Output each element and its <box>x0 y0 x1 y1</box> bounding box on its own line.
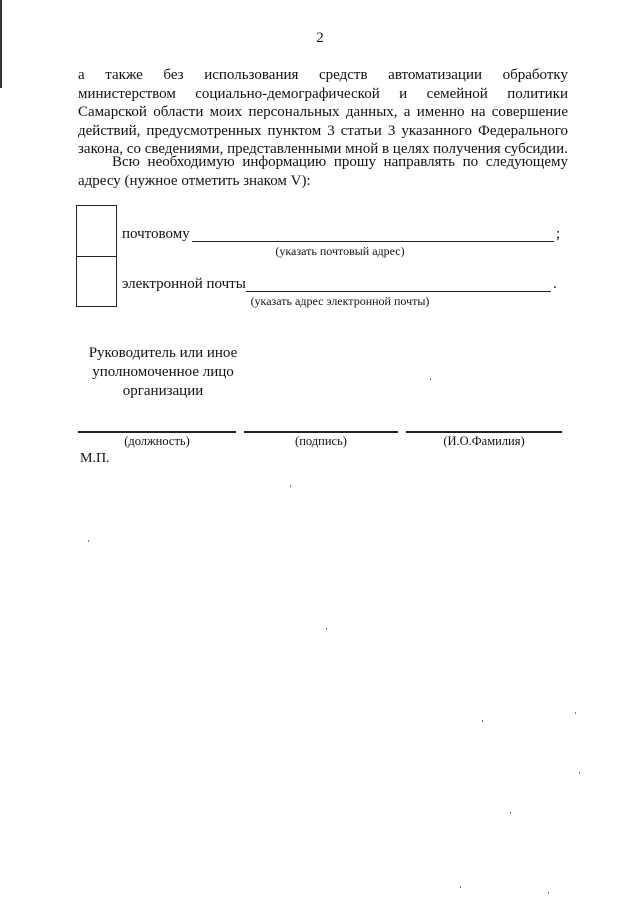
scan-speck <box>460 886 461 888</box>
scan-speck <box>290 485 291 487</box>
signer-title: Руководитель или иное уполномоченное лицо организации <box>88 345 238 399</box>
email-label: электронной почты <box>122 276 246 292</box>
checkbox-divider <box>77 256 116 257</box>
scan-speck <box>88 540 89 542</box>
scan-speck <box>326 628 327 630</box>
email-hint: (указать адрес электронной почты) <box>250 294 430 308</box>
scan-speck <box>430 378 431 380</box>
consent-paragraph: а также без использования средств автоматизации обработку министерством социально-демографической и семейной политики Самарской области моих персональных данных, а именно на совершение действий, предусмотренных пунктом 3 статьи 3 указанного Федерального закона, со сведениями, представленными мной в целях получения субсидии. <box>78 67 568 157</box>
page-number: 2 <box>316 30 324 46</box>
scan-speck <box>579 772 580 774</box>
stamp-label: М.П. <box>80 451 110 466</box>
postal-suffix: ; <box>556 226 561 242</box>
scan-speck <box>548 892 549 894</box>
signature-line[interactable] <box>244 431 398 433</box>
name-caption: (И.О.Фамилия) <box>443 434 525 448</box>
email-suffix: . <box>553 276 557 292</box>
position-line[interactable] <box>78 431 236 433</box>
postal-label: почтовому <box>122 226 190 242</box>
signature-caption: (подпись) <box>295 434 347 448</box>
delivery-checkbox-group <box>76 205 117 307</box>
postal-hint: (указать почтовый адрес) <box>275 244 405 258</box>
scan-speck <box>575 712 576 714</box>
scan-speck <box>482 720 483 722</box>
postal-address-line[interactable] <box>192 241 554 242</box>
address-instruction-paragraph: Всю необходимую информацию прошу направлять по следующему адресу (нужное отметить знаком V): <box>78 154 568 189</box>
name-line[interactable] <box>406 431 562 433</box>
email-address-line[interactable] <box>246 291 551 292</box>
scan-speck <box>510 812 511 814</box>
position-caption: (должность) <box>124 434 190 448</box>
